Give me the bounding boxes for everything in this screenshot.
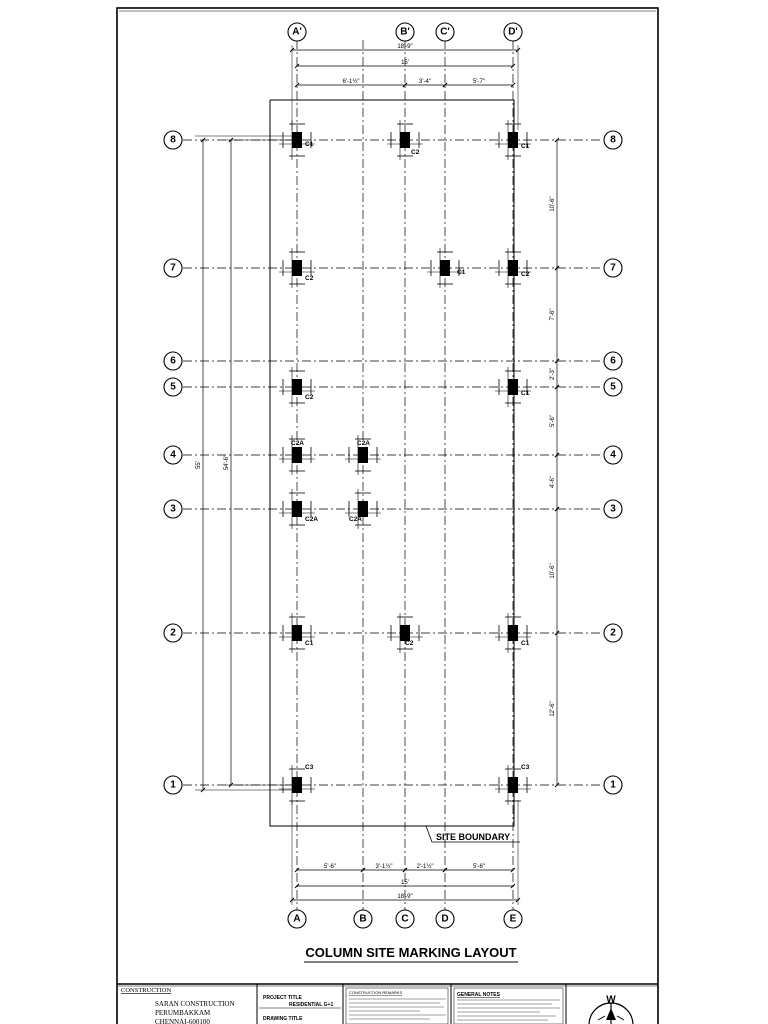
column-block (292, 379, 302, 395)
column-tag: C2 (521, 271, 530, 278)
company-line-3: CHENNAI-600100 (155, 1018, 210, 1024)
column-block (292, 625, 302, 641)
dim-bottom-part-text: 5'-6" (473, 864, 485, 870)
dim-bottom-overall-text: 18'-9" (397, 894, 413, 900)
grid-bubble-left-label: 1 (170, 779, 176, 791)
grid-bubble-bottom-label: B (359, 913, 367, 925)
column-tag: C2 (305, 275, 314, 282)
column-block (292, 132, 302, 148)
grid-bubble-bottom-label: A (293, 913, 301, 925)
grid-bubble-bottom-label: C (401, 913, 409, 925)
column-tag: C1 (305, 141, 314, 148)
column-marker (279, 489, 318, 529)
column-block (358, 447, 368, 463)
dim-right-part-text: 10'-6" (550, 196, 556, 212)
column-block (292, 501, 302, 517)
drawing-title-label: DRAWING TITLE (263, 1016, 303, 1022)
column-block (508, 379, 518, 395)
column-block (508, 132, 518, 148)
dim-top-part-text: 5'-7" (473, 79, 485, 85)
grid-bubble-left-label: 8 (170, 134, 176, 146)
dim-right-part-text: 4'-6" (550, 476, 556, 488)
column-tag: C3 (521, 764, 530, 771)
dim-bottom-part-text: 3'-1½" (375, 864, 393, 870)
grid-bubble-bottom-label: D (441, 913, 449, 925)
grid-bubble-right-label: 1 (610, 779, 616, 791)
dim-top-overall-text: 18'-9" (397, 44, 413, 50)
dim-top-part-text: 6'-1½" (342, 79, 360, 85)
grid-bubble-right-label: 8 (610, 134, 616, 146)
north-label: W (606, 994, 616, 1006)
column-tag: C2A (305, 516, 319, 523)
column-block (508, 625, 518, 641)
column-tag: C2A (349, 516, 363, 523)
column-tag: C2A (357, 440, 371, 447)
dim-bottom-part-text: 5'-6" (324, 864, 336, 870)
general-notes-heading: GENERAL NOTES (457, 992, 500, 998)
dim-right-part-text: 2'-3" (550, 368, 556, 380)
dim-right-part-text: 7'-6" (550, 308, 556, 321)
grid-bubble-right-label: 4 (610, 449, 616, 461)
construction-label: CONSTRUCTION (121, 987, 172, 994)
dim-right-part-text: 10'-6" (550, 563, 556, 579)
column-tag: C1 (521, 143, 530, 150)
column-marker (279, 764, 315, 805)
grid-bubble-right-label: 5 (610, 381, 616, 393)
dim-left-inner-text: 54'-6" (224, 454, 230, 471)
column-tag: C1 (521, 390, 530, 397)
grid-bubble-right-label: 3 (610, 503, 616, 515)
grid-bubble-left-label: 4 (170, 449, 176, 461)
site-boundary-line (270, 100, 514, 826)
column-tag: C2 (305, 394, 314, 401)
grid-bubble-right-label: 7 (610, 262, 616, 274)
grid-bubble-right-label: 2 (610, 627, 616, 639)
notes-text-lines (349, 999, 560, 1020)
column-block (508, 777, 518, 793)
sheet-border (117, 8, 658, 1024)
north-arrow-icon (589, 1003, 633, 1024)
column-tag: C2 (405, 640, 414, 647)
column-tag: C3 (305, 764, 314, 771)
dim-bottom-second-text: 15' (401, 880, 409, 886)
column-block (292, 777, 302, 793)
column-tag: C1 (457, 269, 466, 276)
column-tag: C1 (305, 640, 314, 647)
grid-bubble-left-label: 2 (170, 627, 176, 639)
notes-heading: CONSTRUCTION REMARKS (349, 990, 403, 995)
column-tag: C1 (521, 640, 530, 647)
grid-bubble-top-label: C' (440, 26, 450, 38)
grid-bubble-left-label: 3 (170, 503, 176, 515)
dim-top-part-text: 3'-4" (419, 79, 431, 85)
drawing-title: COLUMN SITE MARKING LAYOUT (305, 945, 517, 960)
grid-bubble-top-label: A' (292, 26, 302, 38)
column-tag: C2A (291, 440, 305, 447)
column-block (440, 260, 450, 276)
company-line-1: SARAN CONSTRUCTION (155, 1000, 235, 1008)
dim-left-outer-text: 55' (196, 461, 202, 469)
dim-right-part-text: 12'-6" (550, 701, 556, 717)
grid-bubble-left-label: 5 (170, 381, 176, 393)
column-marker (495, 764, 531, 805)
grid-bubble-left-label: 7 (170, 262, 176, 274)
dim-right-part-text: 5'-6" (550, 415, 556, 427)
company-line-2: PERUMBAKKAM (155, 1009, 211, 1017)
grid-bubble-top-label: D' (508, 26, 518, 38)
project-title-label: PROJECT TITLE (263, 995, 302, 1001)
dim-top-second-text: 15' (401, 60, 409, 66)
grid-bubble-right-label: 6 (610, 355, 616, 367)
column-block (292, 260, 302, 276)
column-block (508, 260, 518, 276)
column-block (400, 132, 410, 148)
dim-bottom-part-text: 2'-1½" (416, 864, 434, 870)
column-block (358, 501, 368, 517)
column-tag: C2 (411, 149, 420, 156)
grid-bubble-left-label: 6 (170, 355, 176, 367)
grid-bubble-bottom-label: E (509, 913, 517, 925)
project-title: RESIDENTIAL G+1 (289, 1002, 334, 1008)
title-block (117, 984, 658, 1024)
site-boundary-label: SITE BOUNDARY (436, 832, 511, 842)
grid-bubble-top-label: B' (400, 26, 410, 38)
column-block (400, 625, 410, 641)
column-block (292, 447, 302, 463)
